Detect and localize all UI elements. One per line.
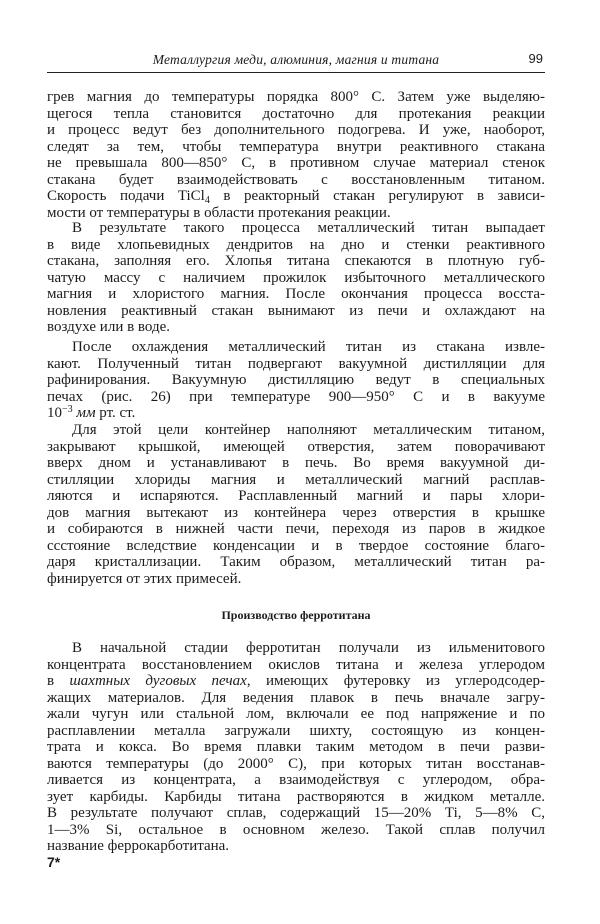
text-line (47, 405, 545, 422)
italic-text: мм (76, 405, 96, 421)
header-rule (47, 72, 545, 73)
text-line: ваются температуры (до 2000° С), при которых титан восстанав- (47, 755, 545, 772)
text-line: щегося тепла становится достаточно для протекания реакции (47, 105, 545, 122)
text-line: В результате получают сплав, содержащий 15—20% Ti, 5—8% С, (47, 805, 545, 821)
text-line: ливается из концентрата, а взаимодействуя с углеродом, обра- (47, 772, 545, 788)
text-line: стилляции хлориды магния и металлический магний расплав- (47, 471, 545, 488)
text-line: стакана, заполняя его. Хлопья титана спекаются в плотную губ- (47, 253, 545, 269)
text-line: рафинирования. Вакуумную дистилляцию ведут в специальных (47, 372, 545, 388)
text-line: воздухе или в воде. (47, 319, 171, 335)
text-line: финируется от этих примесей. (47, 570, 242, 587)
paragraph (47, 220, 545, 336)
text-line: ляются и испаряются. Расплавленный магний и пары хлори- (47, 488, 545, 504)
text-line: Для этой цели контейнер наполняют металлическим титаном, (72, 422, 545, 438)
text-line: закрывают крышкой, имеющей отверстия, затем поворачивают (47, 438, 545, 455)
superscript: −3 (62, 404, 73, 415)
text-line: печах (рис. 26) при температуре 900—950° С и в вакууме (47, 388, 545, 405)
text-segment: , имеющих футеровку из углеродсодер- (246, 673, 545, 689)
text-line: расплавлении металла загружали шихту, состоящую из концен- (47, 722, 545, 739)
italic-text: шахтных дуговых печах (69, 673, 247, 689)
text-line: жали чугун или стальной лом, включали ее под напряжение и по (47, 706, 545, 722)
text-segment: 10 (47, 405, 62, 421)
text-line: жащих материалов. Для ведения плавок в печь вначале загру- (47, 689, 545, 706)
text-line: мости от температуры в области протекания реакции. (47, 204, 391, 221)
text-line: кают. Полученный титан подвергают вакуумной дистилляции для (47, 355, 545, 372)
page-number: 99 (528, 51, 543, 66)
subscript: 4 (204, 195, 210, 206)
section-heading: Производство ферротитана (221, 608, 371, 622)
text-line: вверх дном и устанавливают в печь. Во время вакуумной ди- (47, 455, 545, 471)
text-line (47, 188, 545, 205)
text-line: грев магния до температуры порядка 800° С. Затем уже выделяю- (47, 89, 545, 105)
text-line (47, 673, 545, 690)
text-line: новления реактивный стакан вынимают из печи и охлаждают на (47, 302, 545, 319)
text-line: В начальной стадии ферротитан получали из ильменитового (72, 640, 545, 656)
text-line: название феррокарботитана. (47, 838, 230, 854)
text-line: дов магния вытекают из контейнера через отверстия в крышке (47, 504, 545, 521)
text-line: магния и хлористого магния. После окончания процесса восста- (47, 286, 545, 302)
text-segment: рт. ст. (95, 405, 136, 421)
paragraph (47, 339, 545, 422)
text-line: 1—3% Si, остальное в основном железо. Такой сплав получил (47, 821, 545, 838)
text-line: даря кристаллизации. Таким образом, металлический титан ра- (47, 554, 545, 570)
running-head-title: Металлургия меди, алюминия, магния и титана (152, 52, 440, 67)
text-line: и процесс ведут без дополнительного подогрева. И уже, наоборот, (47, 122, 545, 138)
text-line: в виде хлопьевидных дендритов на дно и стенки реактивного (47, 236, 545, 253)
paragraph (47, 422, 545, 587)
text-segment: Скорость подачи TiCl (47, 188, 205, 204)
text-line: не превышала 800—850° С, в противном случае материал стенок (47, 155, 545, 171)
text-line: трата и кокса. Во время плавки таким методом в печи разви- (47, 739, 545, 755)
text-line: После охлаждения металлический титан из стакана извле- (72, 339, 545, 355)
paragraph (47, 640, 545, 855)
running-head (47, 50, 545, 70)
text-line: зует карбиды. Карбиды титана растворяются в жидком металле. (47, 788, 545, 805)
text-line: следят за тем, чтобы температура внутри реактивного стакана (47, 138, 545, 155)
paragraph (47, 89, 545, 221)
text-line: стакана будет взаимодействовать с восстановленным титаном. (47, 171, 545, 188)
text-segment: в (47, 673, 70, 689)
text-line: ссстояние вследствие конденсации и в твердое состояние благо- (47, 537, 545, 554)
text-line: концентрата восстановлением окислов титана и железа углеродом (47, 656, 545, 673)
text-line: и собираются в нижней части печи, переходя из паров в жидкое (47, 521, 545, 537)
text-line: чатую массу с наличием прожилок избыточного металлического (47, 269, 545, 286)
text-segment: в реакторный стакан регулируют в зависи- (209, 188, 545, 204)
text-line: В результате такого процесса металлический титан выпадает (72, 220, 545, 236)
signature-mark: 7* (47, 854, 61, 870)
